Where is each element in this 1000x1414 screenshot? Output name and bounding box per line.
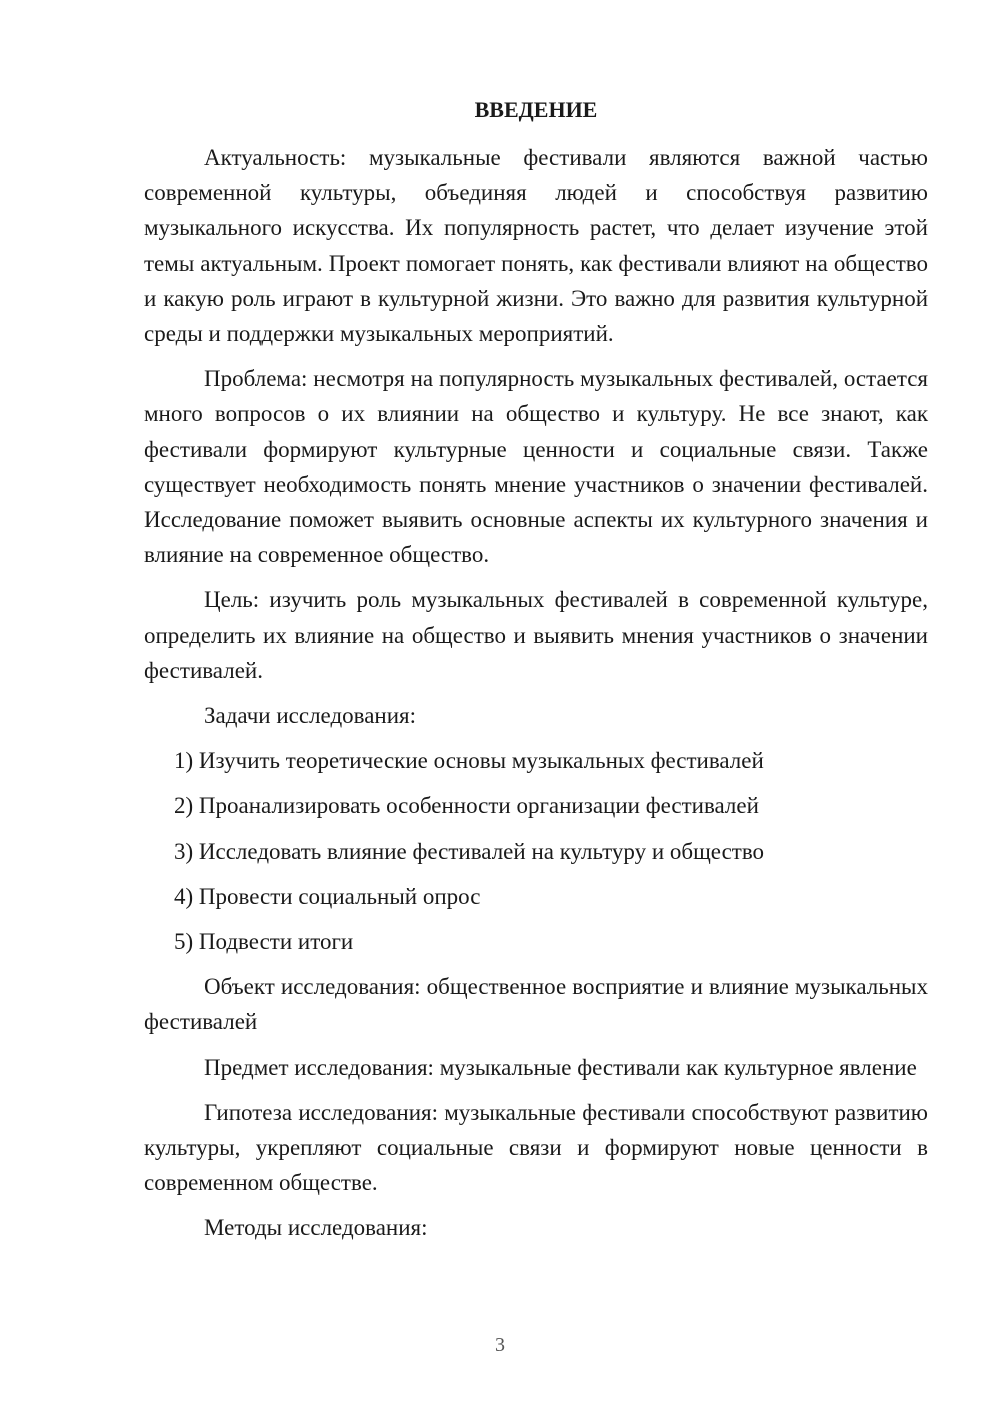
paragraph-relevance: Актуальность: музыкальные фестивали являются важной частью современной культуры, объединяя людей и способствуя развитию музыкального искусства. Их популярность растет, что делает изучение этой темы актуальным. Проект помогает понять, как фестивали влияют на общество и какую роль играют в культурной жизни. Это важно для развития культурной среды и поддержки музыкальных мероприятий.	[144, 145, 928, 347]
paragraph-hypothesis: Гипотеза исследования: музыкальные фестивали способствуют развитию культуры, укрепляют социальные связи и формируют новые ценности в современном обществе.	[144, 1099, 928, 1196]
paragraph-goal: Цель: изучить роль музыкальных фестивалей в современной культуре, определить их влияние на общество и выявить мнения участников о значении фестивалей.	[144, 587, 928, 683]
paragraph-problem: Проблема: несмотря на популярность музыкальных фестивалей, остается много вопросов о их влиянии на общество и культуру. Не все знают, как фестивали формируют культурные ценности и социальные связи. Также существует необходимость понять мнение участников о значении фестивалей. Исследование поможет выявить основные аспекты их культурного значения и влияние на современное общество.	[144, 366, 928, 568]
list-item: 5) Подвести итоги	[174, 929, 354, 955]
tasks-list	[144, 743, 928, 959]
paragraph-object: Объект исследования: общественное восприятие и влияние музыкальных фестивалей	[144, 974, 928, 1035]
list-item: 2) Проанализировать особенности организации фестивалей	[174, 793, 759, 819]
document-page	[144, 92, 928, 1256]
tasks-heading: Задачи исследования:	[204, 703, 417, 729]
methods-heading: Методы исследования:	[204, 1215, 428, 1241]
page-title: ВВЕДЕНИЕ	[474, 97, 598, 122]
list-item: 4) Провести социальный опрос	[174, 883, 481, 909]
paragraph-subject: Предмет исследования: музыкальные фестивали как культурное явление	[204, 1054, 917, 1080]
list-item: 3) Исследовать влияние фестивалей на культуру и общество	[174, 838, 765, 864]
list-item: 1) Изучить теоретические основы музыкальных фестивалей	[174, 748, 764, 774]
page-number: 3	[495, 1334, 505, 1356]
